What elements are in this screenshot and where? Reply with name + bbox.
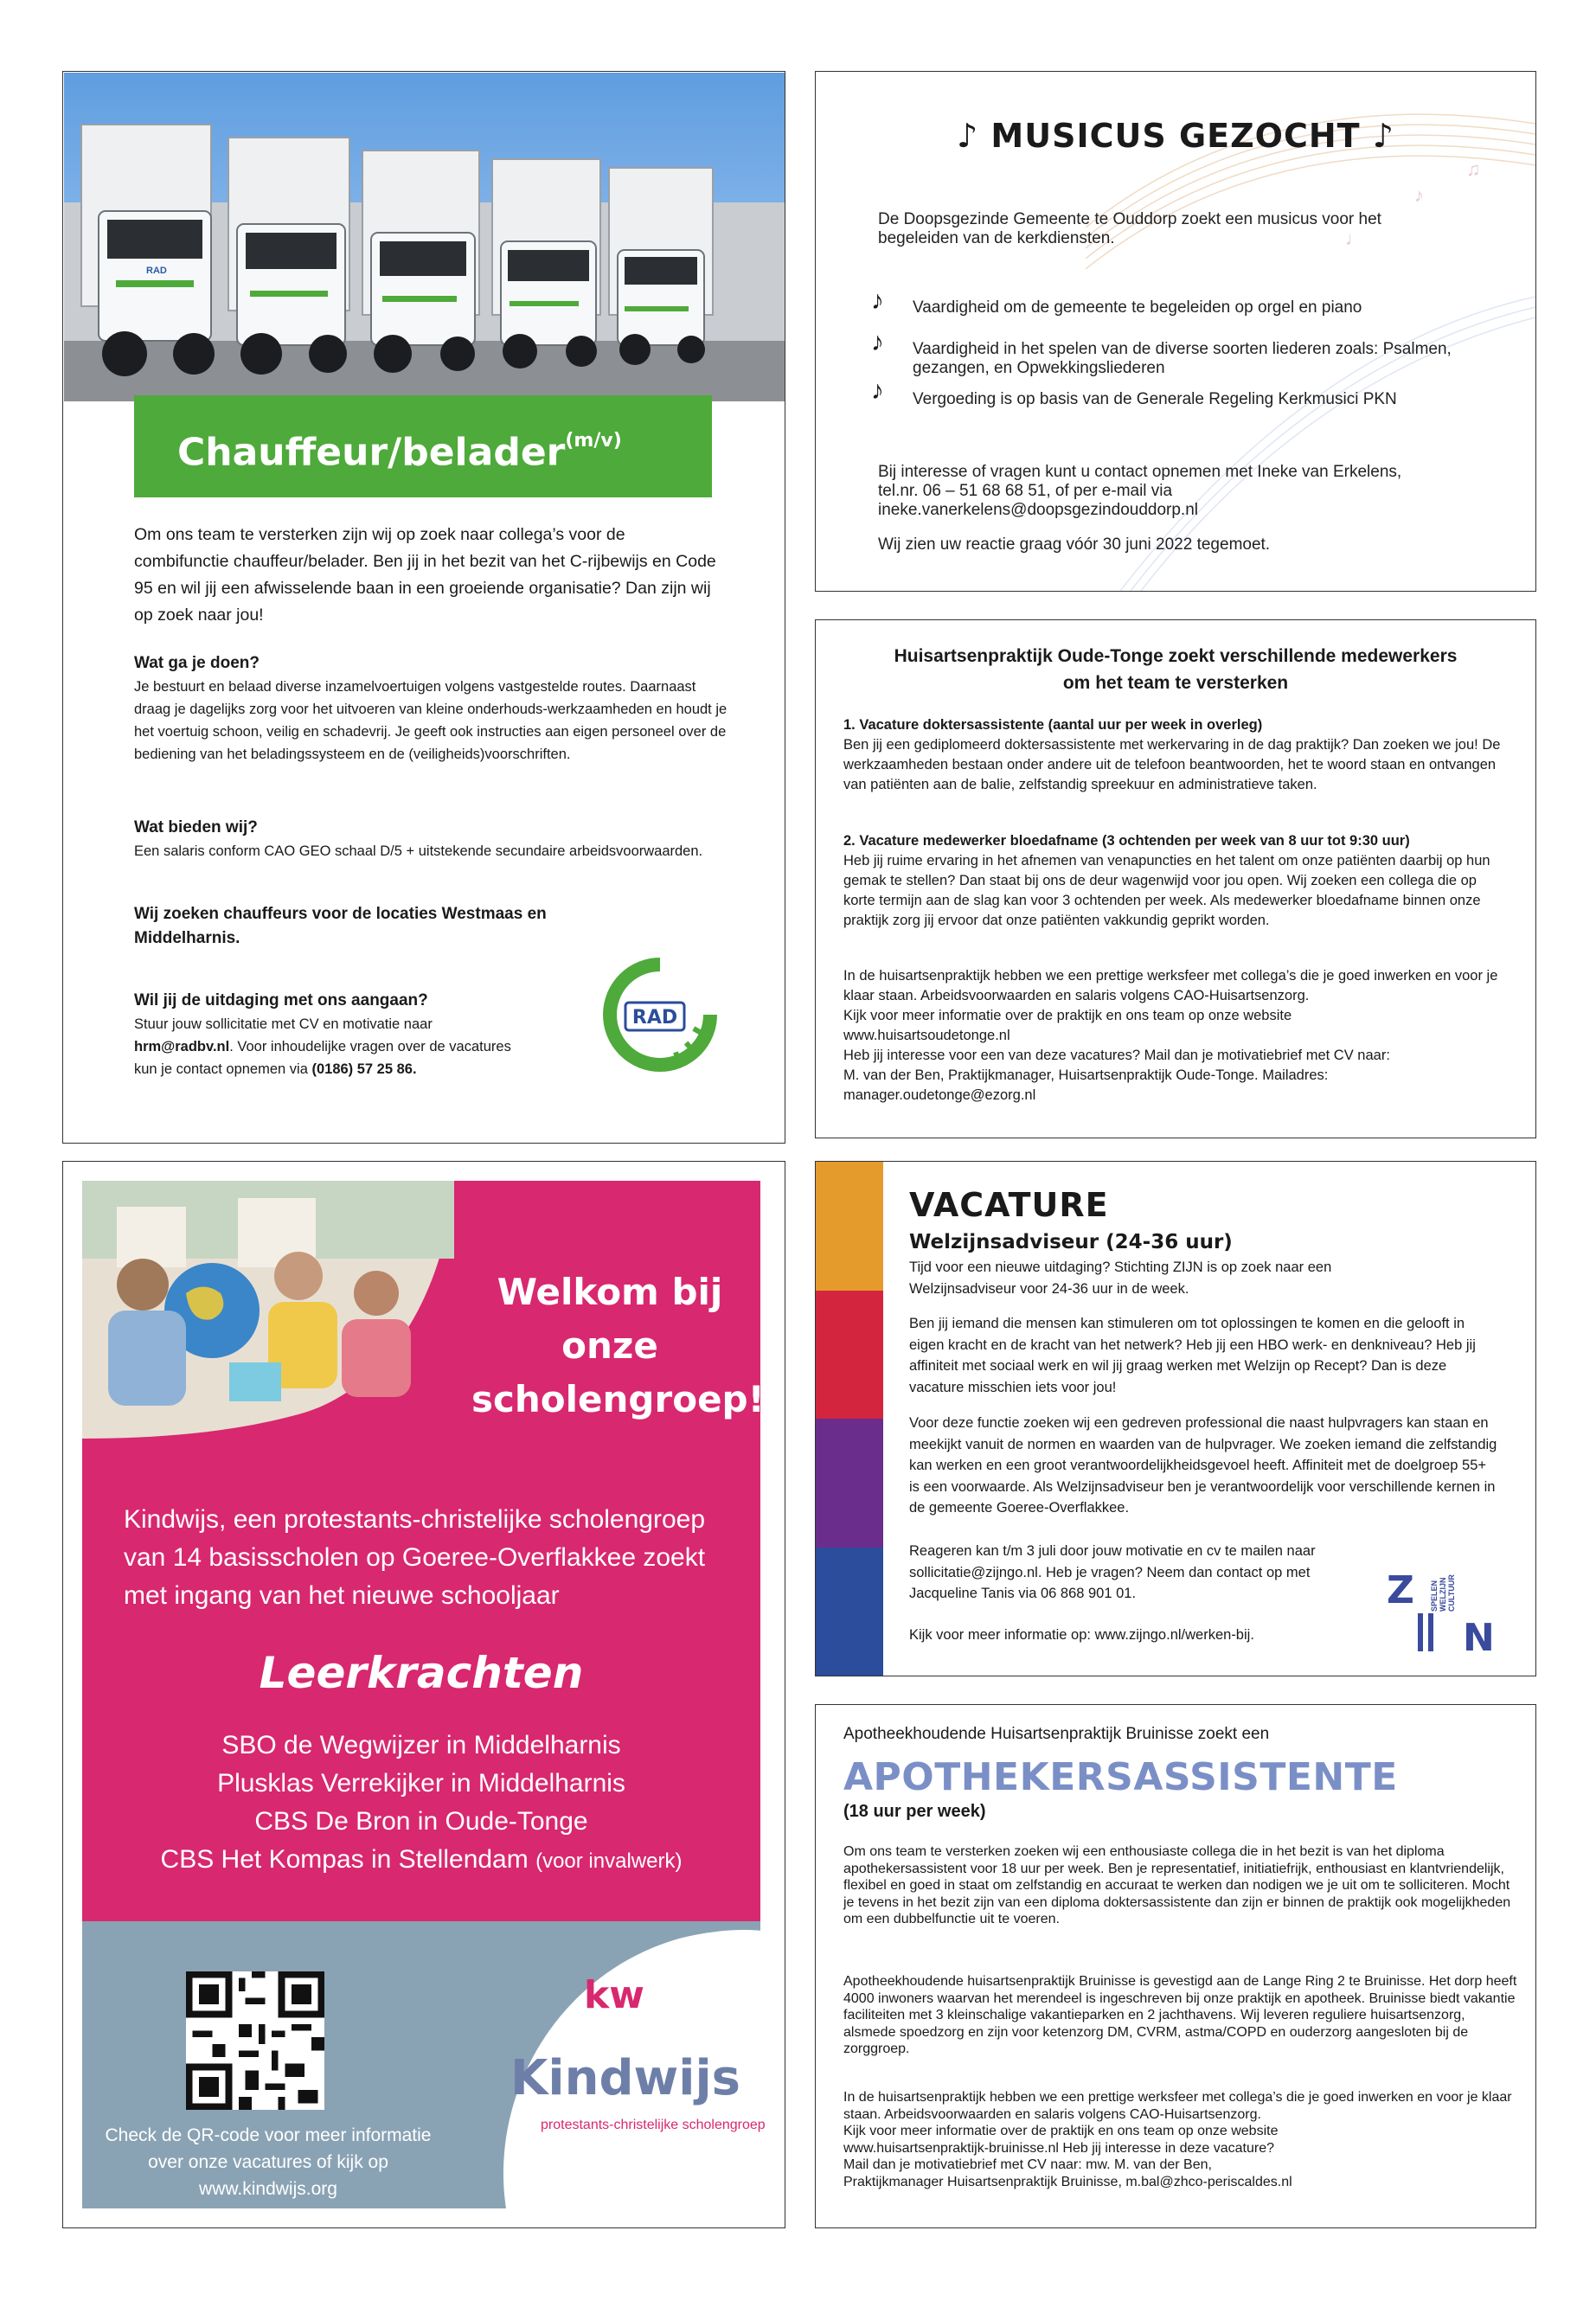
vacancy-1-title: 1. Vacature doktersassistente (aantal uur per week in overleg) — [843, 717, 1263, 733]
kindwijs-invalwerk: (voor invalwerk) — [535, 1849, 683, 1873]
vacature-p2: Ben jij iemand die mensen kan stimuleren om tot oplossingen te komen en die gelooft in eigen kracht en de kracht van het netwerk? Heb jij een HBO werk- en denkniveau? Heb jij affiniteit met sociaal werk en wil jij graag werken met Welzijn op Recept? Dan is deze vacature misschien iets voor jou! — [909, 1316, 1476, 1395]
section-heading: Wat ga je doen? — [134, 654, 260, 672]
musicus-reply: Wij zien uw reactie graag vóór 30 juni 2022 tegemoet. — [878, 535, 1271, 554]
kindwijs-logo-name: Kindwijs — [510, 2050, 740, 2106]
locations-text: Wij zoeken chauffeurs voor de locaties Westmaas en Middelharnis. — [134, 905, 547, 947]
color-stripes — [816, 1162, 883, 1676]
musicus-intro: De Doopsgezinde Gemeente te Ouddorp zoekt een musicus voor het begeleiden van de kerkdiensten. — [878, 210, 1381, 247]
zijn-logo-word: SPELEN — [1430, 1580, 1439, 1612]
kindwijs-location: Plusklas Verrekijker in Middelharnis — [217, 1769, 625, 1798]
kindwijs-location: CBS De Bron in Oude-Tonge — [254, 1807, 588, 1836]
section-wat-ga-je-doen — [134, 651, 731, 766]
vacature-p5: Kijk voor meer informatie op: www.zijngo.nl/werken-bij. — [909, 1627, 1254, 1643]
music-note-icon: ♪ — [871, 328, 884, 356]
section-locations — [134, 902, 619, 951]
music-note-icon: ♪ — [871, 376, 884, 405]
huisarts-heading: Huisartsenpraktijk Oude-Tonge zoekt verschillende medewerkers om het team te versterken — [894, 646, 1458, 693]
vacancy-1-text: Ben jij een gediplomeerd doktersassistente met werkervaring in de dag praktijk? Dan zoeken we jou! De werkzaamheden bestaan onder andere uit de telefoon beantwoorden, het te woord staan en ontvangen van patiënten aan de balie, zelfstandig spreekuur en administratieve taken. — [843, 737, 1501, 792]
ad-huisarts-oude-tonge — [815, 619, 1536, 1138]
apotheek-intro-line: Apotheekhoudende Huisartsenpraktijk Bruinisse zoekt een — [843, 1725, 1270, 1743]
svg-text:kw: kw — [584, 1973, 644, 2017]
section-text: Je bestuurt en belaad diverse inzamelvoertuigen volgens vastgestelde routes. Daarnaast draag je dagelijks zorg voor het uitvoeren van kleine onderhouds-werkzaamheden en houdt je het voertuig schoon, veilig en schadevrij. Je geeft ook instructies aan eigen personeel over de bediening van het beladingssysteem en de (veiligheids)voorschriften. — [134, 679, 727, 762]
music-note-icon: ♪ — [871, 286, 884, 315]
section-apply — [134, 989, 619, 1080]
kindwijs-location: SBO de Wegwijzer in Middelharnis — [221, 1731, 621, 1759]
kindwijs-logo — [454, 1921, 783, 2208]
rad-logo-text: RAD — [631, 1007, 678, 1029]
apply-line-3: kun je contact opnemen via — [134, 1061, 312, 1077]
vacature-subtitle: Welzijnsadviseur (24-36 uur) — [909, 1231, 1233, 1253]
kindwijs-blue-panel — [82, 1921, 766, 2208]
kindwijs-role: Leerkrachten — [259, 1648, 584, 1698]
vacature-p4: Reageren kan t/m 3 juli door jouw motivatie en cv te mailen naar sollicitatie@zijngo.nl. Heb je vragen? Neem dan contact op met Jacqueline Tanis via 06 868 901 01. — [909, 1543, 1316, 1601]
kindwijs-welcome: Welkom bij onze scholengroep! — [471, 1271, 765, 1420]
qr-code-icon[interactable] — [186, 1971, 324, 2110]
vacature-p1: Tijd voor een nieuwe uitdaging? Stichting ZIJN is op zoek naar een Welzijnsadviseur voor 24-36 uur in de week. — [909, 1259, 1332, 1297]
ad-apothekersassistente — [815, 1704, 1536, 2228]
svg-text:Z: Z — [1387, 1568, 1414, 1612]
job-title-banner — [134, 395, 712, 497]
truck-logo-label: RAD — [146, 266, 167, 276]
vacature-title: VACATURE — [909, 1186, 1109, 1224]
ad-vacature-welzijnsadviseur — [815, 1161, 1536, 1676]
ad-chauffeur-belader — [62, 71, 785, 1144]
vacancy-2-title: 2. Vacature medewerker bloedafname (3 ochtenden per week van 8 uur tot 9:30 uur) — [843, 833, 1410, 849]
apotheek-hours: (18 uur per week) — [843, 1802, 986, 1821]
zijn-logo-word: WELZIJN — [1439, 1577, 1447, 1612]
children-globe-photo — [82, 1181, 454, 1439]
ad-kindwijs — [62, 1161, 785, 2228]
section-heading: Wil jij de uitdaging met ons aangaan? — [134, 991, 428, 1009]
musicus-bullet: Vaardigheid om de gemeente te begeleiden op orgel en piano — [913, 298, 1362, 317]
kindwijs-location: CBS Het Kompas in Stellendam — [160, 1845, 529, 1874]
svg-text:♫: ♫ — [1466, 158, 1481, 180]
section-text: Een salaris conform CAO GEO schaal D/5 + uitstekende secundaire arbeidsvoorwaarden. — [134, 843, 703, 859]
musicus-contact: Bij interesse of vragen kunt u contact opnemen met Ineke van Erkelens, tel.nr. 06 – 51 68 68 51, of per e-mail via ineke.vanerkelens@doopsgezindouddorp.nl — [878, 463, 1402, 519]
rad-logo — [599, 954, 721, 1075]
truck-fleet-photo — [64, 73, 785, 401]
kindwijs-pink-panel — [82, 1181, 765, 1932]
musicus-bullet: Vaardigheid in het spelen van de diverse soorten liederen zoals: Psalmen, gezangen, en Opwekkingsliederen — [913, 340, 1452, 377]
apotheek-title: APOTHEKERSASSISTENTE — [843, 1755, 1398, 1799]
svg-text:♩: ♩ — [1345, 228, 1364, 249]
apotheek-p2: Apotheekhoudende huisartsenpraktijk Bruinisse is gevestigd aan de Lange Ring 2 te Bruinisse. Het dorp heeft 4000 inwoners waarvan het merendeel is ingeschreven bij onze praktijk en apotheek. Bruinisse biedt vakantie faciliteiten met 3 kleinschalige vakantieparken en 2 jachthavens. Wij leveren reguliere huisartsenzorg, alsmede spoedzorg en zijn voor ketenzorg DM, CVRM, astma/COPD en ouderzorg aangesloten bij de zorggroep. — [843, 1974, 1517, 2056]
job-title: Chauffeur/belader — [177, 430, 566, 475]
kindwijs-qr-text: Check de QR-code voor meer informatie over onze vacatures of kijk op www.kindwijs.org — [105, 2125, 432, 2199]
section-wat-bieden-wij — [134, 816, 731, 862]
svg-text:N: N — [1463, 1616, 1495, 1655]
ad-musicus-gezocht — [815, 71, 1536, 592]
apply-phone: (0186) 57 25 86. — [311, 1061, 417, 1077]
kindwijs-location-last — [82, 1845, 760, 1875]
zijn-logo — [1387, 1560, 1499, 1655]
apply-email-link[interactable]: hrm@radbv.nl — [134, 1039, 230, 1054]
huisarts-closing: In de huisartsenpraktijk hebben we een prettige werksfeer met collega’s die je goed inwerken en voor je klaar staan. Arbeidsvoorwaarden en salaris volgens CAO-Huisartsenzorg. Kijk voor meer informatie over de praktijk en ons team op onze website www.huisartsoudetonge.nl Heb jij interesse voor een van deze vacatures? Mail dan je motivatiebrief met CV naar: M. van der Ben, Praktijkmanager, Huisartsenpraktijk Oude-Tonge. Mailadres: manager.oudetonge@ezorg.nl — [843, 968, 1498, 1103]
kindwijs-intro: Kindwijs, een protestants-christelijke scholengroep van 14 basisscholen op Goeree-Overflakkee zoekt met ingang van het nieuwe schooljaar — [124, 1505, 706, 1610]
vacancy-2-text: Heb jij ruime ervaring in het afnemen van venapuncties en het talent om onze patiënten daarbij op hun gemak te stellen? Dan staat bij ons de deur wagenwijd voor jou open. Wij zoeken een collega die op korte termijn aan de slag kan voor 3 ochtenden per week. Als medewerker bloedafname binnen onze praktijk zorg jij ervoor dat onze patiënten vakkundig geprikt worden. — [843, 853, 1490, 928]
musicus-bullet: Vergoeding is op basis van de Generale Regeling Kerkmusici PKN — [913, 390, 1397, 408]
section-heading: Wat bieden wij? — [134, 818, 258, 836]
chauffeur-intro: Om ons team te versterken zijn wij op zoek naar collega’s voor de combifunctie chauffeur/belader. Ben jij in het bezit van het C-rijbewijs en Code 95 en wil jij een afwisselende baan in een groeiende organisatie? Dan zijn wij op zoek naar jou! — [134, 525, 716, 625]
vacature-p3: Voor deze functie zoeken wij een gedreven professional die naast hulpvragers kan staan en meekijkt vanuit de normen en waarden van de hulpvrager. We zoeken iemand die zelfstandig kan werken en een groot verantwoordelijkheidsgevoel heeft. Affiniteit met de doelgroep 55+ is een voorwaarde. Als Welzijnsadviseur ben je verantwoordelijk voor verschillende kernen in de gemeente Goeree-Overflakkee. — [909, 1415, 1497, 1516]
job-title-gender: (m/v) — [565, 430, 622, 452]
zijn-logo-word: CULTUUR — [1447, 1574, 1456, 1612]
apply-line-1: Stuur jouw sollicitatie met CV en motivatie naar — [134, 1016, 433, 1032]
musicus-title: ♪ MUSICUS GEZOCHT ♪ — [956, 117, 1395, 155]
apotheek-p1: Om ons team te versterken zoeken wij een enthousiaste collega die in het bezit is van het diploma apothekersassistent voor 18 uur per week. Ben je representatief, initiatiefrijk, enthousiast en klantvriendelijk, flexibel en goed in staat om zelfstandig en accuraat te werken dan nodigen we je uit om te solliciteren. Mocht je tevens in het bezit zijn van een diploma doktersassistente dan zijn er binnen de praktijk ook mogelijkheden om een dubbelfunctie uit te voeren. — [843, 1844, 1511, 1926]
svg-text:♪: ♪ — [1414, 184, 1424, 206]
kindwijs-logo-tag: protestants-christelijke scholengroep — [541, 2118, 766, 2132]
apply-line-2: . Voor inhoudelijke vragen over de vacatures — [229, 1039, 511, 1054]
apotheek-p3: In de huisartsenpraktijk hebben we een prettige werksfeer met collega’s die je goed inwerken en voor je klaar staan. Arbeidsvoorwaarden en salaris volgens CAO-Huisartsenzorg. Kijk voor meer informatie over de praktijk en ons team op onze website www.huisartsenpraktijk-bruinisse.nl Heb jij interesse in deze vacature? Mail dan je motivatiebrief met CV naar: mw. M. van der Ben, Praktijkmanager Huisartsenpraktijk Bruinisse, m.bal@zhco-periscaldes.nl — [843, 2090, 1512, 2189]
